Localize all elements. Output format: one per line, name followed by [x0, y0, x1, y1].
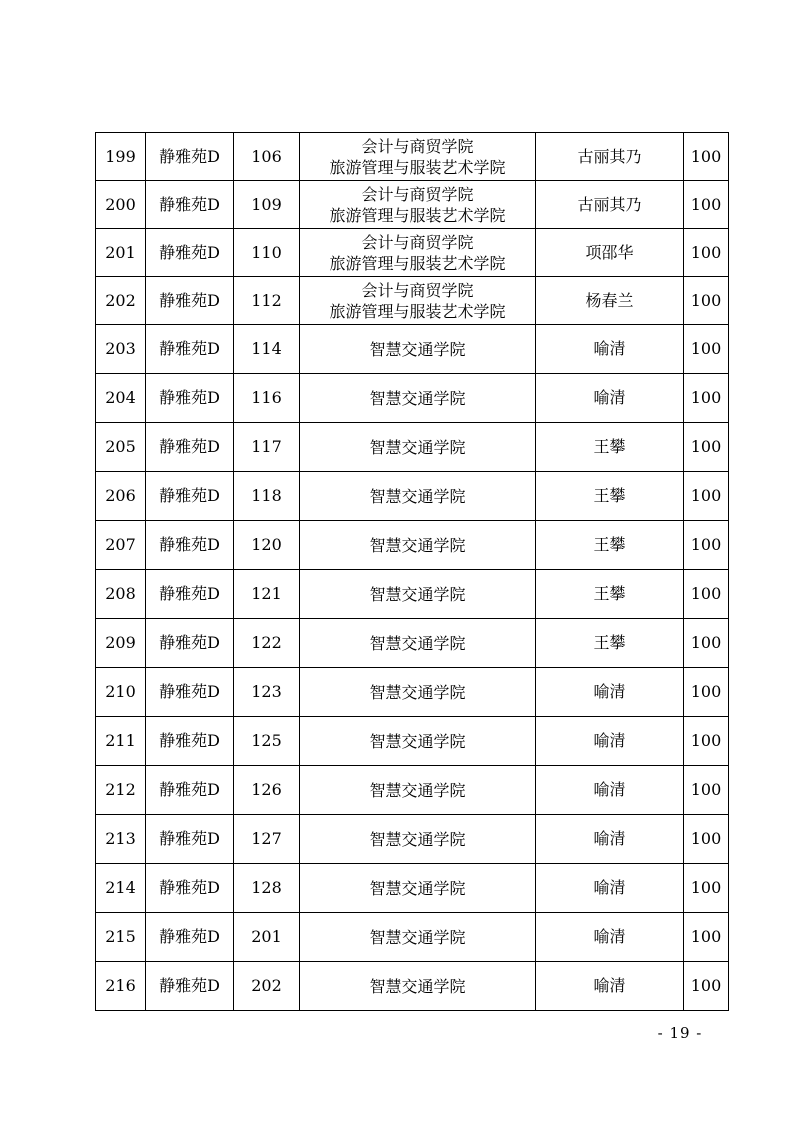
table-row: [96, 181, 729, 229]
building-cell: 静雅苑D: [146, 864, 234, 913]
table-row: [96, 766, 729, 815]
college-name-line: 智慧交通学院: [369, 927, 466, 947]
row-number-cell: 208: [96, 570, 146, 619]
college-cell: [300, 181, 536, 229]
tutor-cell: 古丽其乃: [536, 181, 684, 229]
college-cell: [300, 815, 536, 864]
college-cell: [300, 374, 536, 423]
table-body: [96, 133, 729, 1011]
building-cell: 静雅苑D: [146, 423, 234, 472]
college-name-line: 旅游管理与服装艺术学院: [329, 205, 506, 225]
table-row: [96, 864, 729, 913]
row-number-cell: 207: [96, 521, 146, 570]
score-cell: 100: [684, 472, 729, 521]
tutor-cell: 喻清: [536, 913, 684, 962]
score-cell: 100: [684, 325, 729, 374]
tutor-cell: 王攀: [536, 472, 684, 521]
college-name-line: 智慧交通学院: [369, 780, 466, 800]
college-name-line: 会计与商贸学院: [361, 280, 474, 300]
building-cell: 静雅苑D: [146, 374, 234, 423]
table-row: [96, 472, 729, 521]
score-cell: 100: [684, 277, 729, 325]
college-name-line: 旅游管理与服装艺术学院: [329, 157, 506, 177]
building-cell: 静雅苑D: [146, 521, 234, 570]
tutor-cell: 喻清: [536, 815, 684, 864]
room-number-cell: 127: [234, 815, 300, 864]
college-name-line: 智慧交通学院: [369, 829, 466, 849]
tutor-cell: 杨春兰: [536, 277, 684, 325]
table-row: [96, 423, 729, 472]
college-name-line: 智慧交通学院: [369, 976, 466, 996]
building-cell: 静雅苑D: [146, 717, 234, 766]
college-name-line: 智慧交通学院: [369, 486, 466, 506]
building-cell: 静雅苑D: [146, 766, 234, 815]
score-cell: 100: [684, 229, 729, 277]
college-cell: [300, 962, 536, 1011]
score-cell: 100: [684, 423, 729, 472]
room-number-cell: 106: [234, 133, 300, 181]
table-row: [96, 619, 729, 668]
score-cell: 100: [684, 717, 729, 766]
building-cell: 静雅苑D: [146, 570, 234, 619]
college-cell: [300, 619, 536, 668]
room-number-cell: 112: [234, 277, 300, 325]
row-number-cell: 206: [96, 472, 146, 521]
table-row: [96, 570, 729, 619]
row-number-cell: 202: [96, 277, 146, 325]
tutor-cell: 喻清: [536, 325, 684, 374]
room-number-cell: 117: [234, 423, 300, 472]
building-cell: 静雅苑D: [146, 133, 234, 181]
table-row: [96, 815, 729, 864]
college-cell: [300, 133, 536, 181]
college-name-line: 智慧交通学院: [369, 633, 466, 653]
table-row: [96, 325, 729, 374]
room-number-cell: 126: [234, 766, 300, 815]
room-number-cell: 123: [234, 668, 300, 717]
building-cell: 静雅苑D: [146, 472, 234, 521]
score-cell: 100: [684, 913, 729, 962]
table-row: [96, 277, 729, 325]
tutor-cell: 项邵华: [536, 229, 684, 277]
row-number-cell: 204: [96, 374, 146, 423]
room-number-cell: 201: [234, 913, 300, 962]
row-number-cell: 199: [96, 133, 146, 181]
building-cell: 静雅苑D: [146, 913, 234, 962]
tutor-cell: 喻清: [536, 962, 684, 1011]
room-number-cell: 202: [234, 962, 300, 1011]
row-number-cell: 214: [96, 864, 146, 913]
college-cell: [300, 570, 536, 619]
score-cell: 100: [684, 570, 729, 619]
score-cell: 100: [684, 133, 729, 181]
room-number-cell: 120: [234, 521, 300, 570]
tutor-cell: 喻清: [536, 766, 684, 815]
table-row: [96, 962, 729, 1011]
college-name-line: 智慧交通学院: [369, 388, 466, 408]
row-number-cell: 215: [96, 913, 146, 962]
table-row: [96, 133, 729, 181]
college-name-line: 旅游管理与服装艺术学院: [329, 301, 506, 321]
college-cell: [300, 717, 536, 766]
tutor-cell: 喻清: [536, 374, 684, 423]
building-cell: 静雅苑D: [146, 277, 234, 325]
table-row: [96, 668, 729, 717]
row-number-cell: 203: [96, 325, 146, 374]
score-cell: 100: [684, 374, 729, 423]
college-cell: [300, 766, 536, 815]
row-number-cell: 201: [96, 229, 146, 277]
building-cell: 静雅苑D: [146, 325, 234, 374]
college-cell: [300, 277, 536, 325]
building-cell: 静雅苑D: [146, 181, 234, 229]
college-name-line: 智慧交通学院: [369, 437, 466, 457]
row-number-cell: 200: [96, 181, 146, 229]
score-cell: 100: [684, 181, 729, 229]
room-number-cell: 110: [234, 229, 300, 277]
tutor-cell: 喻清: [536, 864, 684, 913]
table-row: [96, 374, 729, 423]
score-cell: 100: [684, 962, 729, 1011]
score-cell: 100: [684, 521, 729, 570]
building-cell: 静雅苑D: [146, 619, 234, 668]
row-number-cell: 212: [96, 766, 146, 815]
row-number-cell: 211: [96, 717, 146, 766]
building-cell: 静雅苑D: [146, 229, 234, 277]
college-cell: [300, 229, 536, 277]
college-cell: [300, 913, 536, 962]
room-number-cell: 125: [234, 717, 300, 766]
row-number-cell: 209: [96, 619, 146, 668]
tutor-cell: 喻清: [536, 717, 684, 766]
row-number-cell: 216: [96, 962, 146, 1011]
college-cell: [300, 472, 536, 521]
college-cell: [300, 423, 536, 472]
building-cell: 静雅苑D: [146, 962, 234, 1011]
college-name-line: 智慧交通学院: [369, 584, 466, 604]
tutor-cell: 王攀: [536, 423, 684, 472]
building-cell: 静雅苑D: [146, 815, 234, 864]
tutor-cell: 古丽其乃: [536, 133, 684, 181]
room-number-cell: 122: [234, 619, 300, 668]
tutor-cell: 王攀: [536, 570, 684, 619]
score-cell: 100: [684, 668, 729, 717]
college-cell: [300, 521, 536, 570]
room-number-cell: 114: [234, 325, 300, 374]
score-cell: 100: [684, 864, 729, 913]
building-cell: 静雅苑D: [146, 668, 234, 717]
tutor-cell: 王攀: [536, 521, 684, 570]
college-name-line: 智慧交通学院: [369, 339, 466, 359]
table-row: [96, 521, 729, 570]
score-cell: 100: [684, 815, 729, 864]
table-row: [96, 717, 729, 766]
row-number-cell: 205: [96, 423, 146, 472]
college-name-line: 旅游管理与服装艺术学院: [329, 253, 506, 273]
college-cell: [300, 325, 536, 374]
row-number-cell: 210: [96, 668, 146, 717]
room-number-cell: 109: [234, 181, 300, 229]
college-cell: [300, 864, 536, 913]
dormitory-score-table: [95, 132, 729, 1011]
row-number-cell: 213: [96, 815, 146, 864]
college-name-line: 智慧交通学院: [369, 682, 466, 702]
college-name-line: 会计与商贸学院: [361, 232, 474, 252]
college-name-line: 会计与商贸学院: [361, 136, 474, 156]
table-row: [96, 229, 729, 277]
room-number-cell: 128: [234, 864, 300, 913]
college-cell: [300, 668, 536, 717]
page-number: - 19 -: [657, 1024, 703, 1042]
score-cell: 100: [684, 766, 729, 815]
room-number-cell: 116: [234, 374, 300, 423]
college-name-line: 智慧交通学院: [369, 535, 466, 555]
room-number-cell: 121: [234, 570, 300, 619]
college-name-line: 智慧交通学院: [369, 878, 466, 898]
score-cell: 100: [684, 619, 729, 668]
table-row: [96, 913, 729, 962]
tutor-cell: 喻清: [536, 668, 684, 717]
college-name-line: 会计与商贸学院: [361, 184, 474, 204]
tutor-cell: 王攀: [536, 619, 684, 668]
college-name-line: 智慧交通学院: [369, 731, 466, 751]
room-number-cell: 118: [234, 472, 300, 521]
